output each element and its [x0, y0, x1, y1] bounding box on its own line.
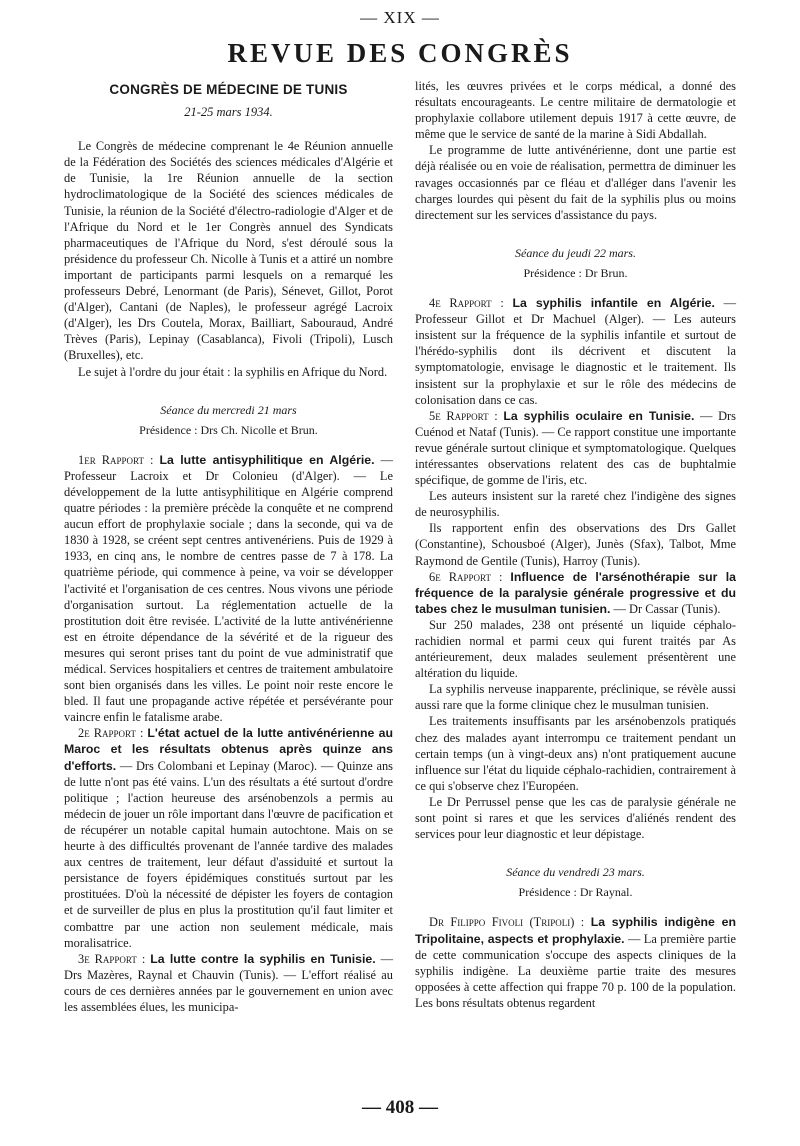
- report-5-label: 5e Rapport :: [429, 408, 504, 423]
- report-5-title: La syphilis oculaire en Tunisie.: [503, 408, 695, 423]
- report-1: [64, 452, 393, 726]
- report-6-paragraph-3: Les traitements insuffisants par les arsénobenzols pratiqués chez des malades ayant interrompu ce traitement pendant un certain temps (un à vingt-deux ans) n'ont pratiquement aucune influence sur l'état du liquide céphalo-rachidien, contrairement à ce qui s'observe chez l'Européen.: [415, 714, 736, 793]
- report-4: [415, 295, 736, 408]
- page-number: — 408 —: [362, 1097, 438, 1118]
- seance-3-title: Séance du vendredi 23 mars.: [506, 865, 645, 880]
- seance-1-presidence: Présidence : Drs Ch. Nicolle et Brun.: [139, 422, 318, 437]
- report-3: [64, 951, 393, 1015]
- seance-3-presidence: Présidence : Dr Raynal.: [518, 885, 633, 900]
- report-1-authors: — Professeur Lacroix et Dr Colonieu (d'Alger). —: [64, 452, 393, 483]
- report-1-title: La lutte antisyphilitique en Algérie.: [159, 452, 375, 467]
- left-column: [64, 78, 393, 1015]
- fivoli-text: — La première partie de cette communication s'occupe des aspects cliniques de la syphilis indigène. La deuxième partie traite des mesures opposées à cette affection qui frappe 70 p. 100 de la population. Les bons résultats obtenus regardent: [415, 931, 736, 1010]
- report-1-label: 1er Rapport :: [78, 452, 160, 467]
- report-3-programme: Le programme de lutte antivénérienne, dont une partie est déjà réalisée ou en voie de réalisation, permettra de diminuer les ravages occasionnés par ce fléau et d'alléger dans l'avenir les charges lourdes qui pèsent du fait de la syphilis plus ou moins directement sur les services d'assistance du pays.: [415, 143, 736, 222]
- report-5-paragraph-2: Les auteurs insistent sur la rareté chez l'indigène des signes de neurosyphilis.: [415, 489, 736, 520]
- seance-1-title: Séance du mercredi 21 mars: [160, 402, 297, 417]
- report-4-text: Les auteurs insistent sur la fréquence de la syphilis infantile et surtout de l'hérédo-syphilis dont ils décrivent et discutent la symptomatologie, envisage le diagnostic et le traitement. Ils insistent sur la prophylaxie et sur le rôle des médecins de colonisation dans ce cas.: [415, 312, 736, 407]
- report-6-authors: — Dr Cassar (Tunis).: [610, 601, 721, 616]
- journal-section-title: REVUE DES CONGRÈS: [227, 38, 573, 68]
- report-6: [415, 569, 736, 617]
- report-6-paragraph-4: Le Dr Perrussel pense que les cas de paralysie générale ne sont point si rares et que les services d'aliénés rendent des services pour leur diagnostic et leur dépistage.: [415, 794, 736, 842]
- right-column: [415, 78, 736, 1011]
- report-4-title: La syphilis infantile en Algérie.: [512, 296, 715, 311]
- intro-paragraph: Le Congrès de médecine comprenant le 4e Réunion annuelle de la Fédération des Sociétés des sciences médicales d'Algérie et de Tunisie, la 1re Réunion annuelle de la section hydroclimatologique de la Société des sciences médicales de Tunisie, la réunion de la Société d'électro-radiologie d'Alger et de l'Afrique du Nord et le 1er Congrès annuel des Syndicats pharmaceutiques de l'Afrique du Nord, s'est déroulé sous la présidence du professeur Ch. Nicolle à Tunis et a attiré un nombre important de participants parmi lesquels on a remarqué les professeurs Debré, Lenormant (de Paris), Sénevet, Gillot, Porot (d'Alger), Cantani (de Naples), le professeur agrégé Lacroix (d'Alger), les Drs Coutela, Morax, Bailliart, Sabouraud, André Trèves (Paris), Lepinay (Casablanca), Fivoli (Tripoli), Lusch (Bruxelles), etc.: [64, 139, 393, 363]
- report-6-paragraph-1: Sur 250 malades, 238 ont présenté un liquide céphalo-rachidien normal et parmi ceux qui furent traités par As antérieurement, deux malades seulement présentèrent une altération du liquide.: [415, 617, 736, 681]
- subject-paragraph: Le sujet à l'ordre du jour était : la syphilis en Afrique du Nord.: [78, 364, 388, 379]
- congress-title: CONGRÈS DE MÉDECINE DE TUNIS: [109, 82, 348, 97]
- seance-2-presidence: Présidence : Dr Brun.: [523, 265, 628, 280]
- seance-2-title: Séance du jeudi 22 mars.: [515, 245, 636, 260]
- report-2-label: 2e Rapport :: [78, 726, 148, 741]
- report-6-label: 6e Rapport :: [429, 569, 511, 584]
- report-5-text: Ce rapport constitue une importante revue générale surtout clinique et symptomatologique. Quelques intéressantes observations relatent des cas de buphtalmie spécifique, de gomme de l'iris, etc.: [415, 424, 736, 488]
- report-6-title: Influence de l'arsénothérapie sur la fréquence de la paralysie générale progressive et du tabes chez le musulman tunisien.: [415, 569, 736, 616]
- report-5-authors: — Drs Cuénod et Nataf (Tunis). —: [415, 408, 736, 439]
- fivoli-communication: [415, 914, 736, 1011]
- report-5-paragraph-3: Ils rapportent enfin des observations des Drs Gallet (Constantine), Schousboé (Alger), Junès (Sfax), Talbot, Mme Raymond de Gentile (Tunis), Harroy (Tunis).: [415, 521, 736, 568]
- report-3-continued: lités, les œuvres privées et le corps médical, a donné des résultats encourageants. Le centre militaire de dermatologie et prophylaxie collabore utilement depuis 1917 à cette œuvre, de même que le service de santé de la marine à Sidi Abdallah.: [415, 79, 736, 142]
- report-2-authors: — Drs Colombani et Lepinay (Maroc). —: [116, 758, 337, 773]
- report-3-authors: — Drs Mazères, Raynal et Chauvin (Tunis). —: [64, 951, 393, 982]
- roman-page-number: — XIX —: [360, 8, 440, 27]
- report-2-text: Quinze ans de lutte n'ont pas été vains. L'un des résultats a été surtout d'ordre politique ; l'action heureuse des arsénobenzols a permis au médecin de jouer un rôle important dans l'œuvre de pacification et de récupérer un notable capital humain autochtone. Mais on se heurte à des difficultés provenant de l'année tardive des malades aux centres de traitement, leur défaut d'assiduité et surtout la persistance de foyers épidémiques constitués surtout par les prostituées. D'où la nécessité de dépister les foyers de contagion et de surveiller de plus en plus la prostitution qu'il faut limiter et combattre par une action non seulement médicale, mais moralisatrice.: [64, 758, 393, 950]
- report-3-title: La lutte contre la syphilis en Tunisie.: [150, 951, 376, 966]
- report-4-authors: — Professeur Gillot et Dr Machuel (Alger). —: [415, 296, 736, 327]
- fivoli-title: La syphilis indigène en Tripolitaine, aspects et prophylaxie.: [415, 915, 737, 946]
- report-4-label: 4e Rapport :: [429, 296, 513, 311]
- report-1-text: Le développement de la lutte antisyphilitique en Algérie comprend quatre périodes : la première précède la conquête et ne comprend aucun effort de prophylaxie sociale ; dans la seconde, qui va de 1830 à 1928, se créent sept centres antivenériens. Puis de 1929 à 1933, en cinq ans, le nombre de centres passe de 7 à 178. La quatrième période, qui commence à peine, va voir se développer l'activité et l'organisation de ces centres. Nous vivons une période d'organisation surtout. La réglementation actuelle de la prostitution doit être revisée. L'activité de la lutte antivénérienne est en étroite dépendance de la sévérité et de la rigueur des mesures qui seront prises tant du point de vue administratif que médical. Services hospitaliers et centres de traitement ambulatoire sont bien organisés dans les villes. Le point noir reste encore le bled. Il faut une propagande active répétée et persévérante pour vaincre enfin le fatalisme arabe.: [64, 468, 393, 725]
- report-5: [415, 408, 736, 488]
- congress-dates: 21-25 mars 1934.: [184, 105, 273, 120]
- fivoli-authors: Dr Filippo Fivoli (Tripoli) :: [429, 915, 591, 930]
- report-2-title: L'état actuel de la lutte antivénérienne au Maroc et les résultats obtenus après quinze ans d'efforts.: [64, 726, 393, 773]
- report-3-label: 3e Rapport :: [78, 951, 151, 966]
- report-3-text: L'effort réalisé au cours de ces dernières années par le gouvernement en union avec les assemblées élues, les municipa-: [64, 967, 393, 1014]
- report-6-paragraph-2: La syphilis nerveuse inapparente, préclinique, se révèle aussi aussi rare que la forme clinique chez le musulman tunisien.: [415, 682, 736, 713]
- report-2: [64, 725, 393, 950]
